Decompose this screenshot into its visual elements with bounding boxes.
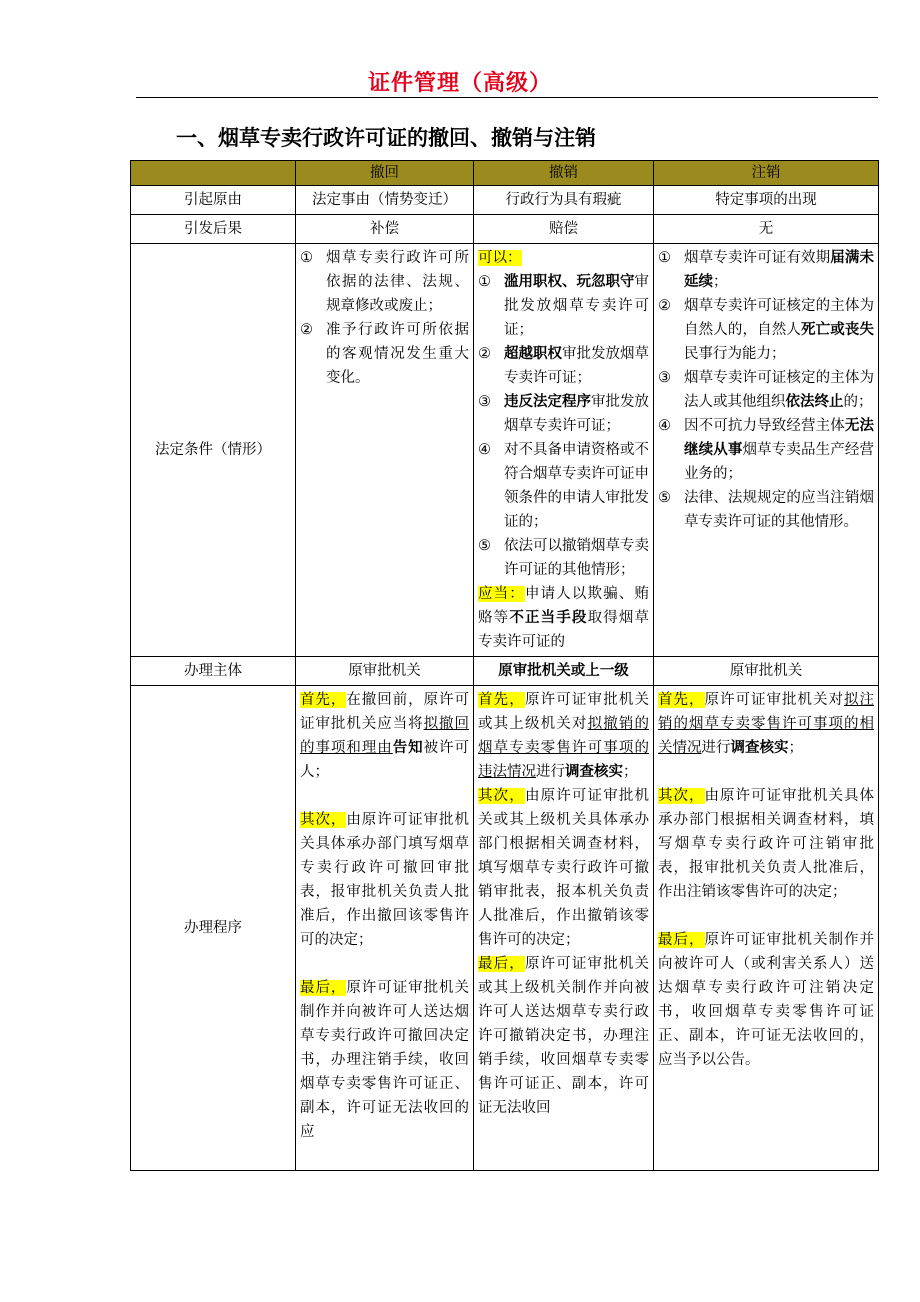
list-item: ② 超越职权审批发放烟草专卖许可证； [478,345,649,386]
procedure-revoke: 首先，原许可证审批机关或其上级机关对拟撤销的烟草专卖零售许可事项的违法情况进行调查核实； 其次，由原许可证审批机关或其上级机关具体承办部门根据相关调查材料，填写烟草专卖行政许可撤销审批表，报本机关负责人批准后，作出撤销该零售许可的决定； 最后，原许可证审批机关或其上级机关制作并向被许可人送达烟草专卖行政许可撤销决定书，办理注销手续，收回烟草专卖零售许可证正、副本，许可证无法收回 [474,686,654,1171]
row-consequence [131,215,879,244]
list-item: ⑤ 依法可以撤销烟草专卖许可证的其他情形； [478,538,649,578]
procedure-cancel: 首先，原许可证审批机关对拟注销的烟草专卖零售许可事项的相关情况进行调查核实； 其次，由原许可证审批机关具体承办部门根据相关调查材料，填写烟草专卖行政许可注销审批表，报审批机关负责人批准后，作出注销该零售许可的决定； 最后，原许可证审批机关制作并向被许可人（或利害关系人）送达烟草专卖行政许可注销决定书，收回烟草专卖零售许可证正、副本，许可证无法收回的，应当予以公告。 [654,686,879,1171]
header-cancel: 注销 [654,161,879,186]
authority-withdraw: 原审批机关 [296,657,474,686]
row-label-cause: 引起原由 [131,186,296,215]
list-item: ⑤ 法律、法规规定的应当注销烟草专卖许可证的其他情形。 [658,490,874,530]
shall-label: 应当： [478,586,525,602]
row-authority [131,657,879,686]
cause-cancel: 特定事项的出现 [654,186,879,215]
list-item: ① 烟草专卖许可证有效期届满未延续； [658,249,874,290]
row-label-conditions: 法定条件（情形） [131,244,296,657]
document-title: 证件管理（高级） [367,70,552,96]
header-revoke: 撤销 [474,161,654,186]
conditions-withdraw [296,244,474,657]
license-comparison-table [130,160,879,1171]
list-item: ③ 违反法定程序审批发放烟草专卖许可证； [478,393,649,434]
list-item: ② 烟草专卖许可证核定的主体为自然人的，自然人死亡或丧失民事行为能力； [658,298,874,362]
list-item: ③ 烟草专卖许可证核定的主体为法人或其他组织依法终止的； [658,370,874,410]
may-label: 可以： [478,250,522,266]
procedure-withdraw: 首先，在撤回前，原许可证审批机关应当将拟撤回的事项和理由告知被许可人； 其次，由原许可证审批机关具体承办部门填写烟草专卖行政许可撤回审批表，报审批机关负责人批准后，作出撤回该零售许可的决定； 最后，原许可证审批机关制作并向被许可人送达烟草专卖行政许可撤回决定书，办理注销手续，收回烟草专卖零售许可证正、副本，许可证无法收回的应 [296,686,474,1171]
list-item: ④ 对不具备申请资格或不符合烟草专卖许可证申领条件的申请人审批发证的； [478,442,649,530]
authority-revoke: 原审批机关或上一级 [474,657,654,686]
header-withdraw: 撤回 [296,161,474,186]
section-heading: 一、烟草专卖行政许可证的撤回、撤销与注销 [176,125,596,150]
title-divider [136,97,878,98]
list-item: ① 滥用职权、玩忽职守审批发放烟草专卖许可证； [478,273,649,338]
list-item: ④ 因不可抗力导致经营主体无法继续从事烟草专卖品生产经营业务的； [658,417,874,482]
row-label-procedure: 办理程序 [131,686,296,1171]
row-conditions [131,244,879,657]
cause-revoke: 行政行为具有瑕疵 [474,186,654,215]
row-cause [131,186,879,215]
authority-cancel: 原审批机关 [654,657,879,686]
row-procedure [131,686,879,1171]
consequence-cancel: 无 [654,215,879,244]
list-item: ① 烟草专卖行政许可所依据的法律、法规、规章修改或废止； [300,250,469,314]
consequence-revoke: 赔偿 [474,215,654,244]
header-empty-cell [131,161,296,186]
cause-withdraw: 法定事由（情势变迁） [296,186,474,215]
consequence-withdraw: 补偿 [296,215,474,244]
row-label-authority: 办理主体 [131,657,296,686]
conditions-revoke: 可以： ① 滥用职权、玩忽职守审批发放烟草专卖许可证； ② 超越职权审批发放烟草专卖许可证； ③ 违反法定程序审批发放烟草专卖许可证； ④ 对不具备申请资格或不符合烟草专卖许可证申领条件的申请人审批发证的； ⑤ 依法可以撤销烟草专卖许可证的其他情形； 应当：申请人以欺骗、贿赂等不正当手段取得烟草专卖许可证的 [474,244,654,657]
conditions-cancel [654,244,879,657]
list-item: ② 准予行政许可所依据的客观情况发生重大变化。 [300,322,469,386]
table-header-row [131,161,879,186]
row-label-consequence: 引发后果 [131,215,296,244]
